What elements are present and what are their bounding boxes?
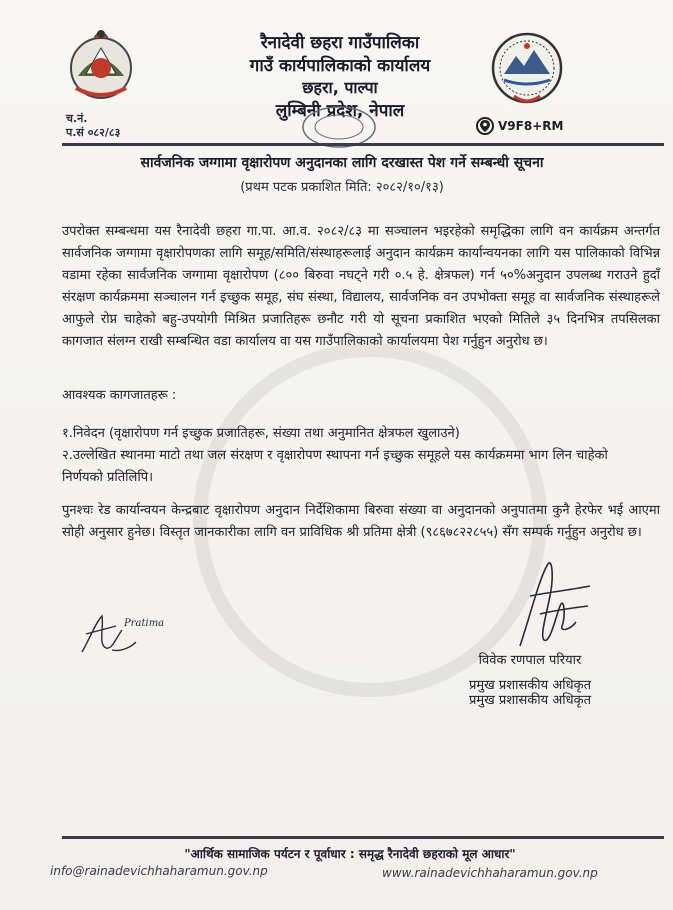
signatory-title: प्रमुख प्रशासकीय अधिकृत <box>468 678 592 693</box>
municipality-name: रैनादेवी छहरा गाउँपालिका <box>260 33 420 53</box>
initials-text: Pratima <box>124 618 164 629</box>
fiscal-year-ref: प.सं ०८२/८३ <box>66 126 121 139</box>
footer-slogan: "आर्थिक सामाजिक पर्यटन र पूर्वाधार : समृद्ध रैनादेवी छहराको मूल आधार" <box>184 847 516 861</box>
documents-heading: आवश्यक कागजातहरू : <box>62 388 177 403</box>
notice-subject: सार्वजनिक जग्गामा वृक्षारोपण अनुदानका लागि दरखास्त पेश गर्ने सम्बन्धी सूचना <box>140 155 544 171</box>
plus-code-text: V9F8+RM <box>498 119 564 133</box>
initials-icon <box>76 608 164 664</box>
signatory-title-stamp: प्रमुख प्रशासकीय अधिकृत <box>468 693 592 708</box>
letter-number-label: च.नं. <box>66 112 88 125</box>
signatory-name: विवेक रणपाल परियार <box>478 653 582 668</box>
header-divider <box>62 143 664 146</box>
municipality-logo-icon <box>484 30 570 108</box>
publish-date: (प्रथम पटक प्रकाशित मिति: २०८२/१०/१३) <box>240 180 444 195</box>
location-plus-code <box>476 117 563 135</box>
location-pin-icon <box>476 117 494 135</box>
document-item: १.निवेदन (वृक्षारोपण गर्न इच्छुक प्रजातिहरू, संख्या तथा अनुमानित क्षेत्रफल खुलाउने) <box>62 426 460 441</box>
office-name: गाउँ कार्यपालिकाको कार्यालय <box>249 56 431 76</box>
notice-paragraph-main: उपरोक्त सम्बन्धमा यस रैनादेवी छहरा गा.पा. आ.व. २०८२/८३ मा सञ्चालन भइरहेको समृद्धिका लागि वन कार्यक्रम अन्तर्गत सार्वजनिक जग्गामा वृक्षारोपणका लागि समूह/समिति/संस्थाहरूलाई अनुदान कार्यक्रम कार्यान्वयनका लागि यस पालिकाको विभिन्न वडामा रहेका सार्वजनिक जग्गामा वृक्षारोपण (८०० बिरुवा नघट्ने गरी ०.५ हे. क्षेत्रफल) गर्न ५०%अनुदान उपलब्ध गराउने हुदाँ संरक्षण कार्यक्रममा सञ्चालन गर्न इच्छुक समूह, संघ संस्था, विद्यालय, सार्वजनिक वन उपभोक्ता समूह वा सार्वजनिक संस्थाहरूले आफुले रोप्न चाहेको बहु-उपयोगी मिश्रित प्रजातिहरू छनौट गरी यो सूचना प्रकाशित भएको मितिले ३५ दिनभित्र तपसिलका कागजात संलग्न राखी सम्बन्धित वडा कार्यालय वा यस गाउँपालिकाको कार्यालयमा पेश गर्नुहुन अनुरोध छ। <box>62 224 660 349</box>
notice-postscript: पुनश्चः रेड कार्यान्वयन केन्द्रबाट वृक्षारोपण अनुदान निर्देशिकामा बिरुवा संख्या वा अनुदानको अनुपातमा कुनै हेरफेर भई आएमा सोही अनुसार हुनेछ। विस्तृत जानकारीका लागि वन प्राविधिक श्री प्रतिमा क्षेत्री (९८६७८२२८५५) सँग सम्पर्क गर्नुहुन अनुरोध छ। <box>62 503 660 540</box>
document-item: २.उल्लेखित स्थानमा माटो तथा जल संरक्षण र वृक्षारोपण स्थापना गर्न इच्छुक समूहले यस कार्यक्रममा भाग लिन चाहेको निर्णयको प्रतिलिपि। <box>62 448 608 485</box>
nepal-emblem-icon <box>66 24 136 102</box>
footer-email[interactable]: info@rainadevichhaharamun.gov.np <box>50 864 268 878</box>
footer-divider <box>62 836 664 839</box>
signature-icon <box>490 556 610 654</box>
office-province: लुम्बिनी प्रदेश, नेपाल <box>275 101 405 121</box>
footer-website[interactable]: www.rainadevichhaharamun.gov.np <box>382 866 598 880</box>
office-location: छहरा, पाल्पा <box>302 78 378 97</box>
